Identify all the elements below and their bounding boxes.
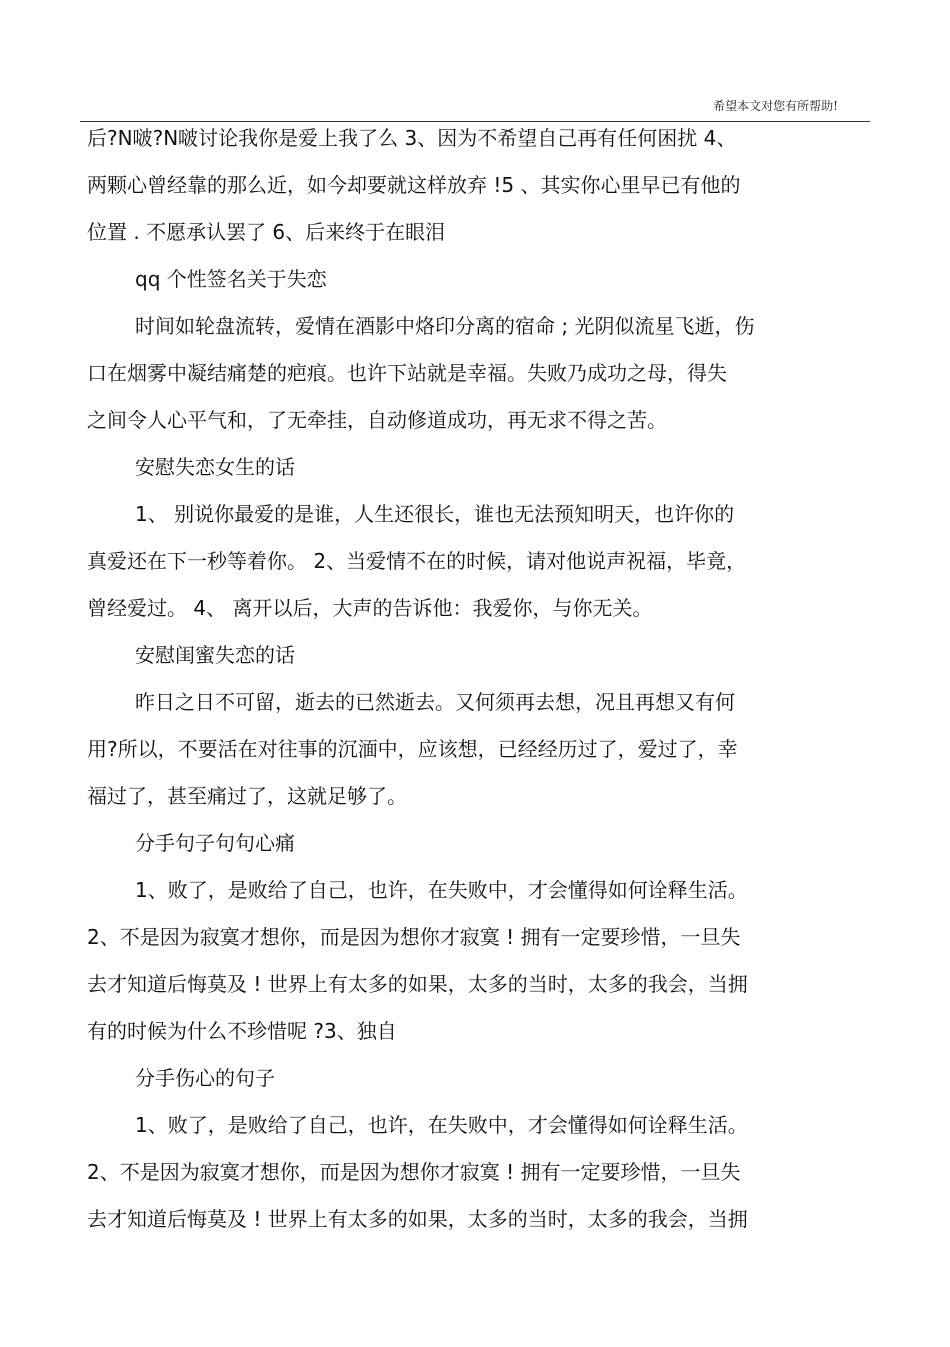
document-body [87, 121, 857, 1249]
text-line: qq 个性签名关于失恋 [135, 267, 327, 291]
text-line: 分手句子句句心痛 [135, 831, 295, 855]
text-line: 之间令人心平气和，了无牵挂，自动修道成功，再无求不得之苦。 [87, 408, 667, 432]
text-line: 1、败了，是败给了自己，也许，在失败中，才会懂得如何诠释生活。 [135, 878, 748, 902]
text-line: 福过了，甚至痛过了，这就足够了。 [87, 784, 407, 808]
text-line: 两颗心曾经靠的那么近，如今却要就这样放弃 !5 、其实你心里早已有他的 [87, 173, 741, 197]
text-line: 时间如轮盘流转，爱情在酒影中烙印分离的宿命 ; 光阴似流星飞逝，伤 [135, 314, 755, 338]
text-line: 2、不是因为寂寞才想你，而是因为想你才寂寞 ! 拥有一定要珍惜，一旦失 [87, 1160, 741, 1184]
text-line: 用?所以，不要活在对往事的沉湎中，应该想，已经经历过了，爱过了，幸 [87, 737, 738, 761]
text-line: 曾经爱过。 4、 离开以后，大声的告诉他：我爱你，与你无关。 [87, 596, 653, 620]
text-line: 安慰失恋女生的话 [135, 455, 295, 479]
text-line: 分手伤心的句子 [135, 1066, 275, 1090]
text-line: 位置 . 不愿承认罢了 6、后来终于在眼泪 [87, 220, 446, 244]
text-line: 有的时候为什么不珍惜呢 ?3、独自 [87, 1019, 397, 1043]
text-line: 昨日之日不可留，逝去的已然逝去。又何须再去想，况且再想又有何 [135, 690, 735, 714]
text-line: 口在烟雾中凝结痛楚的疤痕。也许下站就是幸福。失败乃成功之母，得失 [87, 361, 727, 385]
text-line: 去才知道后悔莫及 ! 世界上有太多的如果，太多的当时，太多的我会，当拥 [87, 1207, 748, 1231]
text-line: 2、不是因为寂寞才想你，而是因为想你才寂寞 ! 拥有一定要珍惜，一旦失 [87, 925, 741, 949]
text-line: 真爱还在下一秒等着你。 2、当爱情不在的时候，请对他说声祝福，毕竟， [87, 549, 747, 573]
header-note: 希望本文对您有所帮助! [713, 99, 838, 113]
text-line: 后?N啵?N啵讨论我你是爱上我了么 3、因为不希望自己再有任何困扰 4、 [87, 126, 737, 150]
text-line: 去才知道后悔莫及 ! 世界上有太多的如果，太多的当时，太多的我会，当拥 [87, 972, 748, 996]
text-line: 1、 别说你最爱的是谁，人生还很长，谁也无法预知明天，也许你的 [135, 502, 735, 526]
text-line: 安慰闺蜜失恋的话 [135, 643, 295, 667]
text-line: 1、败了，是败给了自己，也许，在失败中，才会懂得如何诠释生活。 [135, 1113, 748, 1137]
